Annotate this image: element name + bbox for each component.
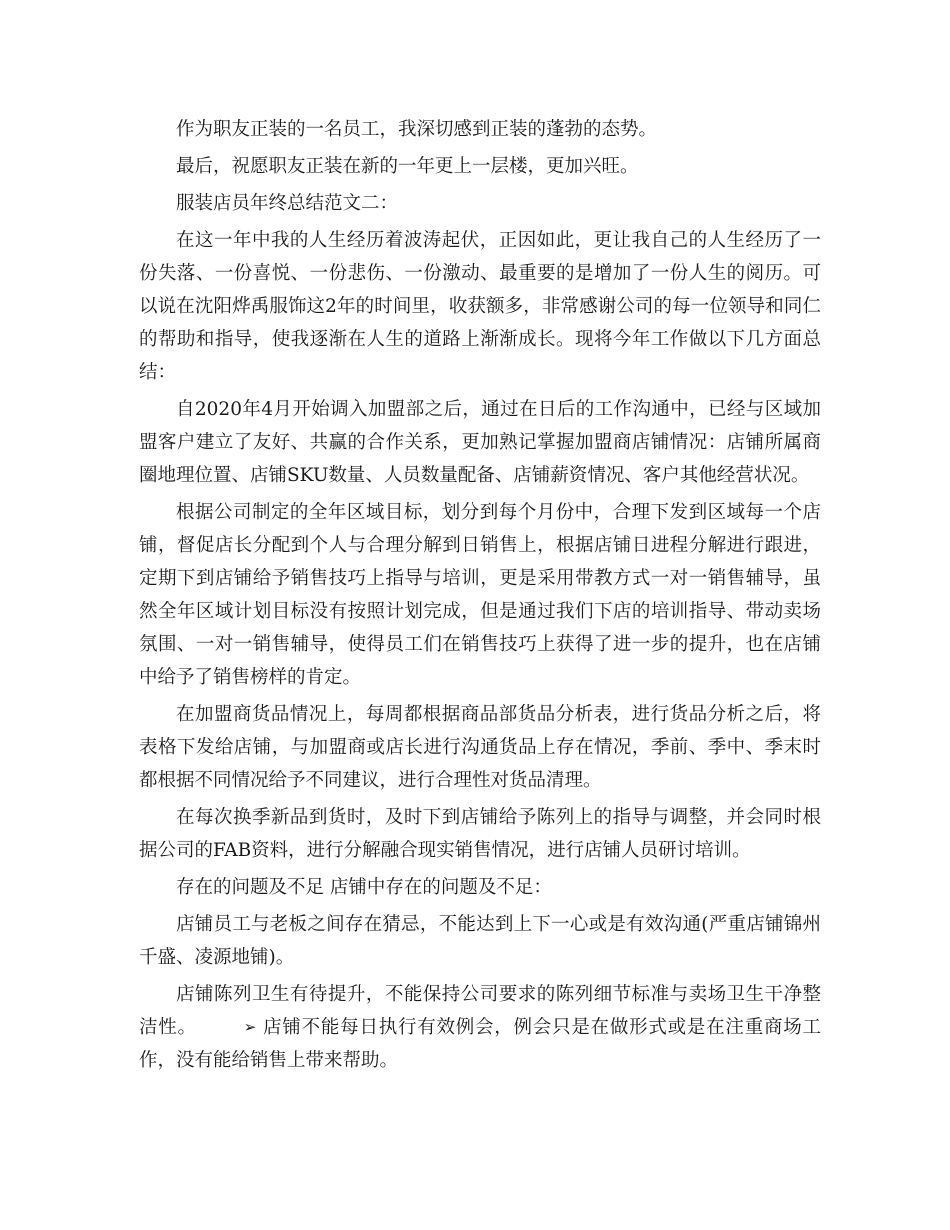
paragraph-2: 最后，祝愿职友正装在新的一年更上一层楼，更加兴旺。 — [176, 156, 639, 177]
section-heading: 服装店员年终总结范文二： — [176, 193, 399, 214]
paragraph-4: 自2020年4月开始调入加盟部之后，通过在日后的工作沟通中，已经与区域加盟客户建立了友好、共赢的合作关系，更加熟记掌握加盟商店铺情况：店铺所属商圈地理位置、店铺SKU数量、人员数量配备、店铺薪资情况、客户其他经营状况。 — [139, 399, 821, 486]
paragraph-9-part-2: 店铺不能每日执行有效例会，例会只是在做形式或是在注重商场工作，没有能给销售上带来帮助。 — [139, 1017, 821, 1071]
paragraph-6: 在加盟商货品情况上，每周都根据商品部货品分析表，进行货品分析之后，将表格下发给店铺，与加盟商或店长进行沟通货品上存在情况，季前、季中、季末时都根据不同情况给予不同建议，进行合理性对货品清理。 — [139, 704, 821, 791]
problems-heading: 存在的问题及不足 店铺中存在的问题及不足： — [176, 877, 552, 898]
document-body — [139, 113, 821, 1077]
paragraph-9-part-1: 店铺陈列卫生有待提升，不能保持公司要求的陈列细节标准与卖场卫生干净整洁性。 — [139, 984, 821, 1038]
paragraph-7: 在每次换季新品到货时，及时下到店铺给予陈列上的指导与调整，并会同时根据公司的FAB资料，进行分解融合现实销售情况，进行店铺人员研讨培训。 — [139, 807, 821, 861]
paragraph-5: 根据公司制定的全年区域目标，划分到每个月份中，合理下发到区域每一个店铺，督促店长分配到个人与合理分解到日销售上，根据店铺日进程分解进行跟进，定期下到店铺给予销售技巧上指导与培训，更是采用带教方式一对一销售辅导，虽然全年区域计划目标没有按照计划完成，但是通过我们下店的培训指导、带动卖场氛围、一对一销售辅导，使得员工们在销售技巧上获得了进一步的提升，也在店铺中给予了销售榜样的肯定。 — [139, 502, 821, 688]
paragraph-9 — [139, 978, 821, 1077]
arrow-bullet-icon: ➢ — [243, 1018, 257, 1036]
paragraph-8: 店铺员工与老板之间存在猜忌，不能达到上下一心或是有效沟通(严重店铺锦州千盛、凌源地铺)。 — [139, 914, 821, 968]
paragraph-3: 在这一年中我的人生经历着波涛起伏，正因如此，更让我自己的人生经历了一份失落、一份喜悦、一份悲伤、一份激动、最重要的是增加了一份人生的阅历。可以说在沈阳烨禹服饰这2年的时间里，收获额多，非常感谢公司的每一位领导和同仁的帮助和指导，使我逐渐在人生的道路上渐渐成长。现将今年工作做以下几方面总结： — [139, 230, 821, 383]
paragraph-1: 作为职友正装的一名员工，我深切感到正装的蓬勃的态势。 — [176, 119, 658, 140]
